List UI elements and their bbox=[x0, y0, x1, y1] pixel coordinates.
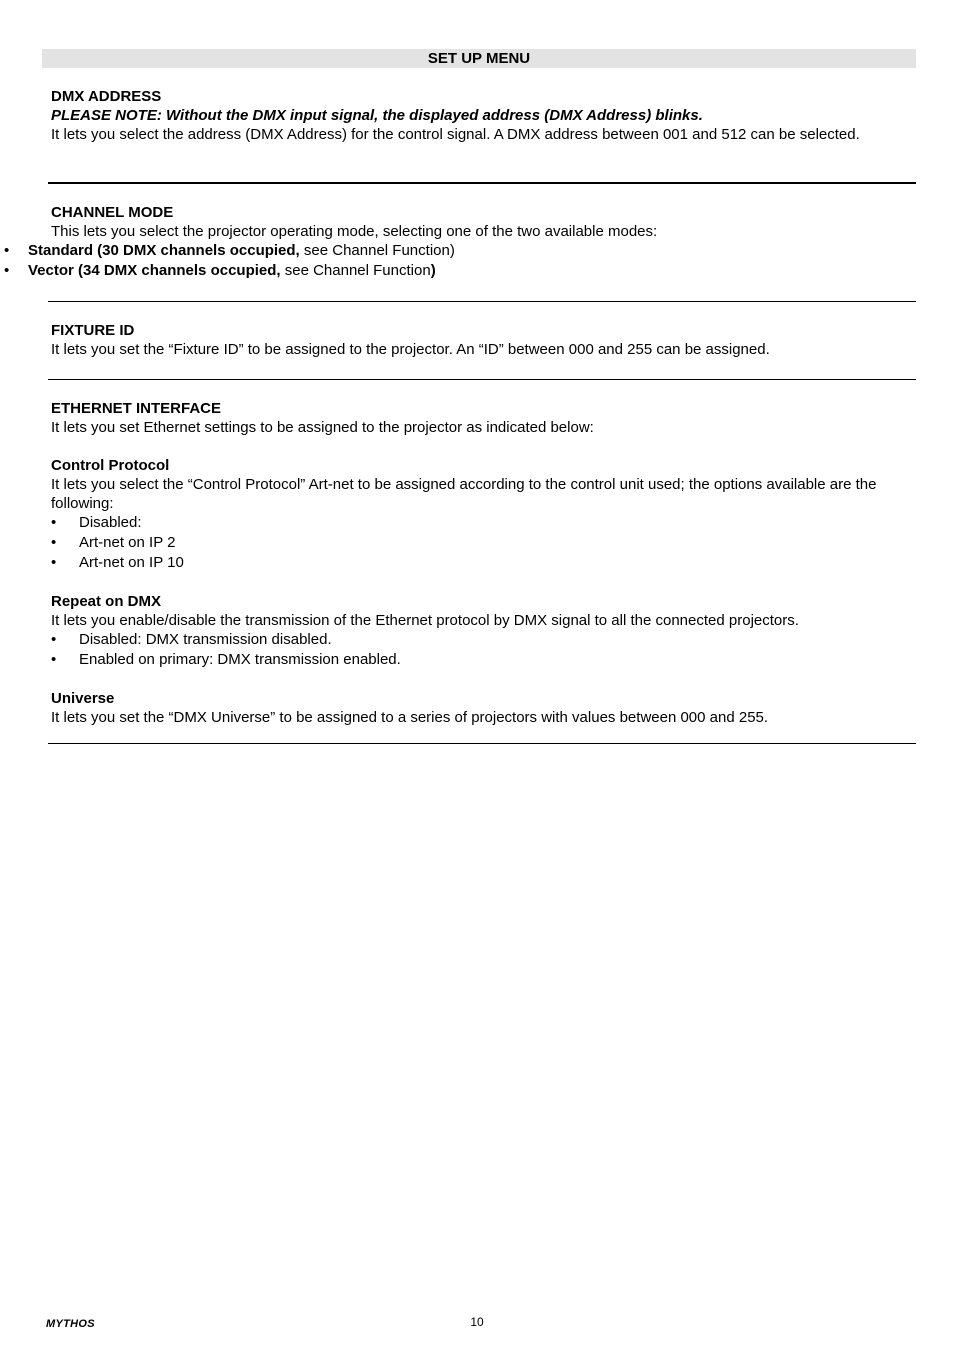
section-dmx-address bbox=[51, 87, 916, 144]
divider bbox=[48, 743, 916, 744]
subsection-title: Universe bbox=[51, 690, 115, 707]
protocol-list bbox=[51, 513, 916, 573]
bullet-icon: • bbox=[51, 554, 57, 571]
bullet-icon: • bbox=[51, 631, 57, 648]
section-body: It lets you set the “Fixture ID” to be assigned to the projector. An “ID” between 000 and 255 can be assigned. bbox=[51, 341, 770, 358]
list-item: • Disabled: bbox=[51, 514, 142, 531]
section-body: This lets you select the projector operating mode, selecting one of the two available modes: bbox=[51, 223, 658, 240]
section-channel-mode bbox=[4, 203, 916, 281]
section-fixture-id bbox=[51, 321, 916, 359]
section-title: CHANNEL MODE bbox=[51, 204, 174, 221]
note-text: PLEASE NOTE: Without the DMX input signal, the displayed address (DMX Address) blinks. bbox=[51, 107, 703, 124]
section-body: It lets you set Ethernet settings to be assigned to the projector as indicated below: bbox=[51, 419, 594, 436]
bullet-icon: • bbox=[4, 262, 10, 279]
section-title: FIXTURE ID bbox=[51, 322, 135, 339]
bullet-icon: • bbox=[51, 534, 57, 551]
list-item: • Art-net on IP 10 bbox=[51, 554, 184, 571]
list-item: • Art-net on IP 2 bbox=[51, 534, 176, 551]
mode-list bbox=[0, 241, 916, 281]
divider bbox=[48, 379, 916, 380]
list-item: • Enabled on primary: DMX transmission enabled. bbox=[51, 651, 401, 668]
page-header: SET UP MENU bbox=[42, 49, 916, 68]
section-title: DMX ADDRESS bbox=[51, 88, 162, 105]
bullet-icon: • bbox=[51, 514, 57, 531]
section-body: It lets you select the address (DMX Address) for the control signal. A DMX address between 001 and 512 can be selected. bbox=[51, 126, 860, 143]
subsection-body: It lets you select the “Control Protocol” Art-net to be assigned according to the control unit used; the options available are the following: bbox=[51, 476, 877, 512]
list-item: • Vector (34 DMX channels occupied, see Channel Function) bbox=[4, 262, 436, 279]
section-title: ETHERNET INTERFACE bbox=[51, 400, 222, 417]
subsection-body: It lets you enable/disable the transmission of the Ethernet protocol by DMX signal to all the connected projectors. bbox=[51, 612, 799, 629]
list-item: • Disabled: DMX transmission disabled. bbox=[51, 631, 332, 648]
brand-logo: MYTHOS bbox=[46, 1318, 95, 1330]
repeat-list bbox=[51, 630, 916, 670]
divider bbox=[48, 182, 916, 184]
subsection-body: It lets you set the “DMX Universe” to be assigned to a series of projectors with values between 000 and 255. bbox=[51, 709, 769, 726]
subsection-title: Control Protocol bbox=[51, 457, 170, 474]
subsection-title: Repeat on DMX bbox=[51, 593, 162, 610]
list-item: • Standard (30 DMX channels occupied, see Channel Function) bbox=[4, 242, 455, 259]
section-ethernet bbox=[51, 399, 916, 727]
divider bbox=[48, 301, 916, 302]
bullet-icon: • bbox=[4, 242, 10, 259]
page-number: 10 bbox=[470, 1315, 484, 1329]
bullet-icon: • bbox=[51, 651, 57, 668]
